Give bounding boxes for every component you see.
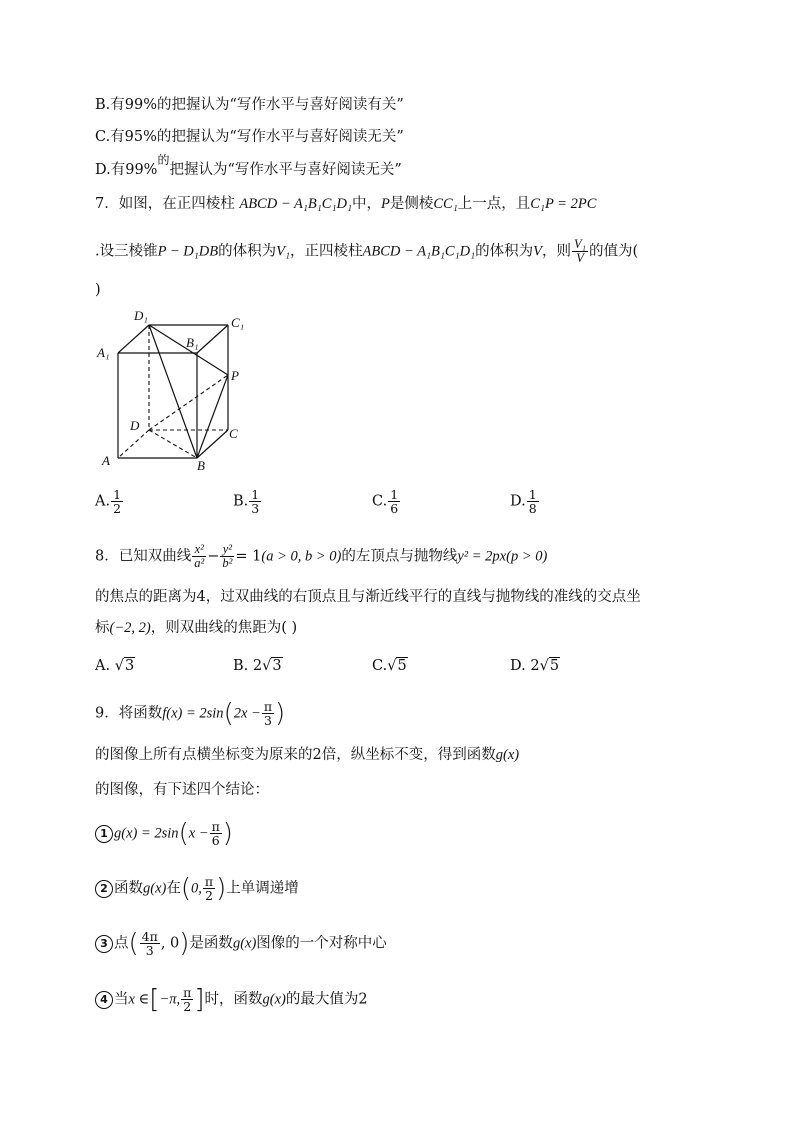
q9-conclusion-1: 1 g(x) = 2sin(x − $\frac{\pi}{6}$ )	[95, 820, 233, 847]
q9-conclusion-3: 3 点( $\frac{4\pi}{3}$ , 0)是函数g(x)图像的一个对称中心	[95, 930, 387, 957]
q7-line2-e: ，则	[542, 243, 572, 260]
q8-option-b: B. 2√3	[233, 658, 282, 674]
prism-figure	[95, 305, 255, 475]
q8-text2: 的左顶点与抛物线	[341, 548, 458, 565]
q7-pyramid: P − D₁DB	[157, 243, 219, 260]
q7-line2-c: ，正四棱柱	[290, 243, 363, 260]
q8-option-c: C.√5	[372, 658, 407, 674]
circled-number-4: 4	[95, 991, 113, 1009]
q9-pi-frac: $\frac{\pi}{3}$	[263, 699, 273, 728]
q8-eq-rest: = 1	[235, 548, 262, 565]
q8-frac-x: $\frac{\text{x²}}{\text{a²}}$	[194, 542, 205, 570]
q9-factor: 2	[312, 747, 322, 763]
q7-edge: CC₁	[433, 196, 458, 212]
q8-cond: (a > 0, b > 0)	[261, 548, 342, 565]
q7-line2-d: 的体积为	[475, 243, 534, 260]
q8-frac-y: $\frac{\text{y²}}{\text{b²}}$	[222, 542, 233, 570]
q9-number: 9．	[95, 705, 119, 722]
q9-line2-b: 倍，纵坐标不变，得到函数	[321, 747, 496, 763]
q8-line3-b: ，则双曲线的焦距为( )	[150, 620, 298, 636]
q8-text1: 已知双曲线	[118, 548, 192, 565]
label-D: D	[130, 418, 140, 433]
q7-close-paren: )	[95, 282, 101, 298]
q7-stem-line2	[95, 238, 638, 265]
q7-number: 7．	[95, 196, 119, 212]
q7-line2-f: 的值为(	[589, 243, 639, 260]
q7-prism: ABCD − A₁B₁C₁D₁	[239, 196, 352, 212]
q9-stem-line3: 的图像，有下述四个结论：	[95, 782, 269, 798]
q8-line2-a: 的焦点的距离为	[95, 589, 197, 605]
q7-v1: V₁	[276, 243, 290, 260]
q6-option-d-prefix: D.有99%	[95, 162, 158, 178]
q8-option-d: D. 2√5	[510, 658, 560, 674]
q8-line2-b: ，过双曲线的右顶点且与渐近线平行的直线与抛物线的准线的交点坐	[205, 589, 641, 605]
q8-option-a: A. √3	[95, 658, 135, 674]
circled-number-2: 2	[95, 880, 113, 898]
q8-number: 8．	[95, 548, 119, 565]
q9-line2: 的图像上所有点横坐标变为原来的	[95, 747, 313, 763]
q7-text4: 上一点，且	[457, 196, 531, 212]
q8-cond2: (p > 0)	[506, 548, 548, 565]
q8-minus: −	[207, 548, 220, 565]
q7-ratio: $\frac{\text{V₁}}{V}$	[574, 237, 586, 265]
label-B: B	[197, 458, 205, 473]
q8-stem-line3	[95, 618, 297, 638]
q9-conclusion-4: 4 当x ∈[−π, $\frac{\pi}{2}$ ]时，函数g(x)的最大值为2	[95, 986, 368, 1013]
q7-option-a: A. $\frac{1}{2}$	[95, 487, 122, 516]
label-C1: C₁	[231, 315, 245, 330]
q7-text2: 中，	[352, 196, 381, 212]
q7-text1: 如图，在正四棱柱	[118, 196, 235, 212]
q6-option-d-rest: 把握认为“写作水平与喜好阅读无关”	[169, 162, 402, 178]
label-A: A	[102, 453, 110, 468]
q7-stem-line1	[95, 194, 596, 214]
q8-coord: (−2, 2)	[109, 620, 151, 636]
q8-parabola: y² = 2px	[457, 548, 507, 565]
label-B1: B₁	[186, 335, 199, 350]
label-D1: D₁	[134, 308, 148, 323]
q7-v: V	[533, 243, 543, 260]
q9-inner: 2x −	[233, 705, 261, 722]
q7-point: P	[381, 196, 390, 212]
q8-stem-line2	[95, 587, 641, 607]
q7-prism2: ABCD − A₁B₁C₁D₁	[362, 243, 476, 260]
q7-text3: 是侧棱	[389, 196, 434, 212]
q7-option-c: C. $\frac{1}{6}$	[372, 487, 399, 516]
q9-stem-line1: 9．将函数f(x) = 2sin(2x − $\frac{\pi}{3}$ )	[95, 698, 286, 729]
q9-text1: 将函数	[118, 705, 163, 722]
label-A1: A₁	[97, 345, 110, 360]
q9-gx: g(x)	[495, 747, 520, 763]
q8-dist: 4	[196, 589, 206, 605]
q9-conclusion-2: 2 函数g(x)在(0, $\frac{\pi}{2}$ )上单调递增	[95, 875, 299, 902]
q6-option-d	[95, 153, 402, 180]
circled-number-3: 3	[95, 935, 113, 953]
label-P: P	[231, 368, 239, 383]
q6-option-d-sup: 的	[157, 153, 170, 168]
q8-line3-a: 标	[95, 620, 110, 636]
q7-line2-a: .设三棱锥	[95, 243, 158, 260]
label-C: C	[229, 426, 238, 441]
q7-condition: C₁P = 2PC	[530, 196, 597, 212]
q7-line2-b: 的体积为	[218, 243, 277, 260]
q6-option-b: B.有99%的把握认为“写作水平与喜好阅读有关”	[95, 97, 404, 113]
circled-number-1: 1	[95, 825, 113, 843]
q7-option-d: D. $\frac{1}{8}$	[510, 487, 537, 516]
q8-stem-line1	[95, 543, 547, 570]
q7-option-b: B. $\frac{1}{3}$	[233, 487, 260, 516]
q9-stem-line2	[95, 745, 519, 765]
q6-option-c: C.有95%的把握认为“写作水平与喜好阅读无关”	[95, 129, 404, 145]
q9-fx: f(x) = 2sin	[162, 705, 224, 722]
